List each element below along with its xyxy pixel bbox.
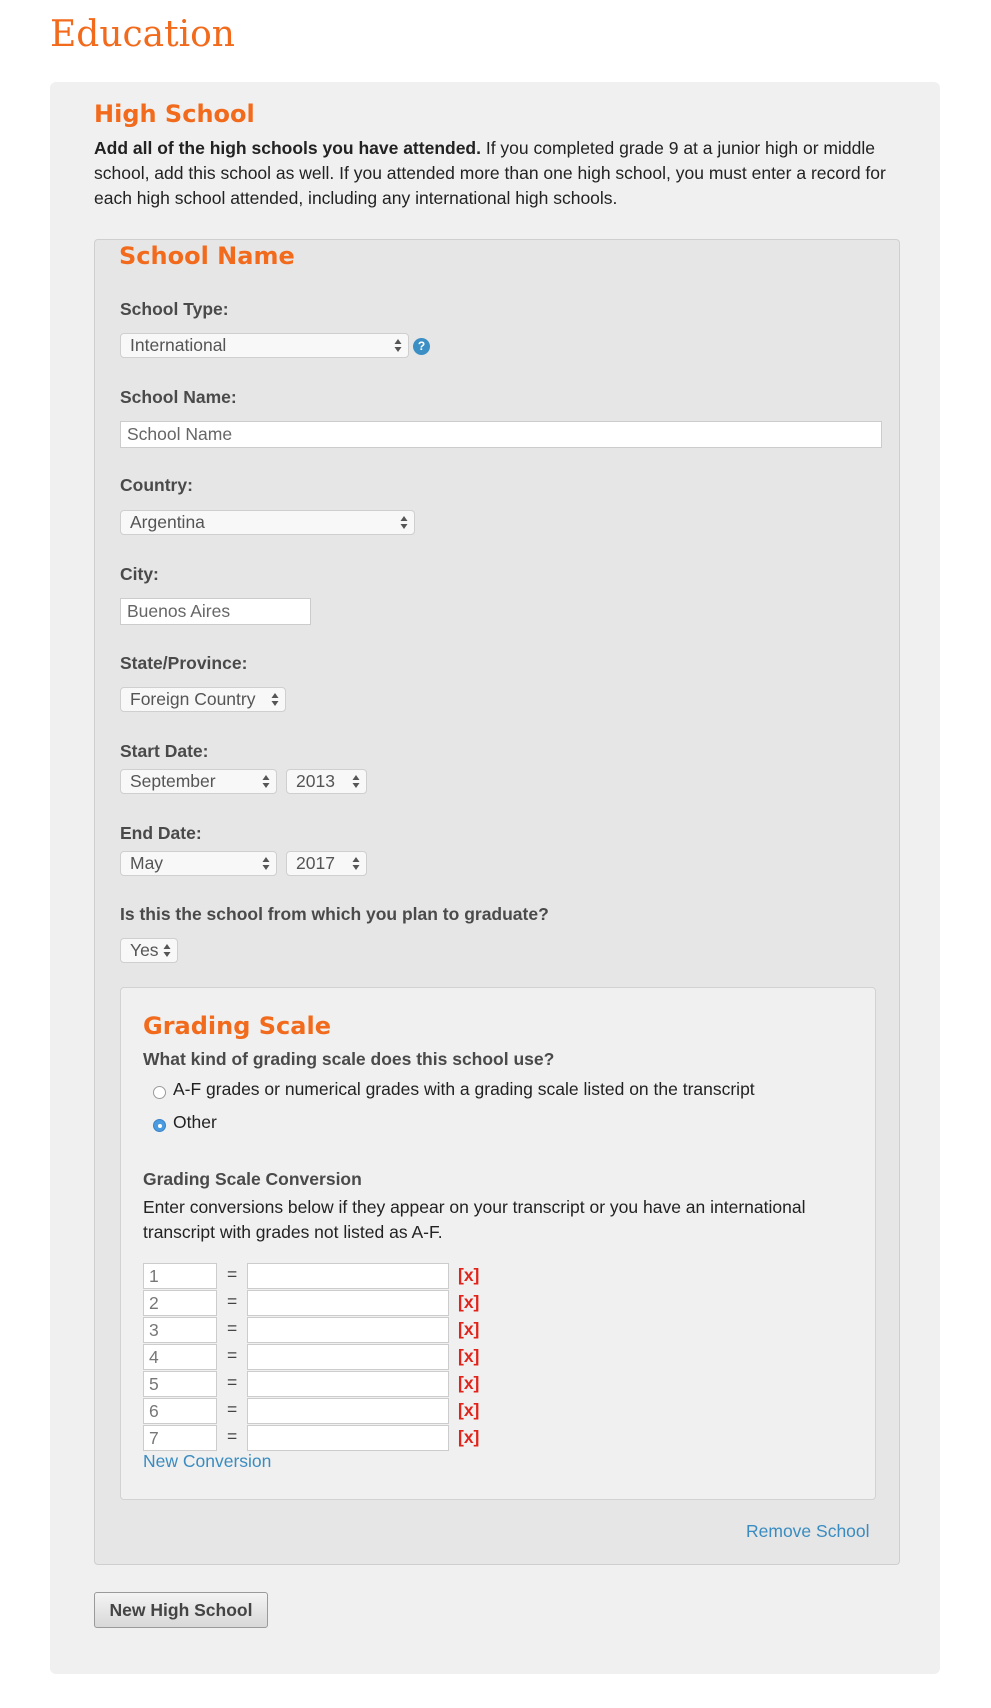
equals-sign: = — [227, 1372, 238, 1392]
conversion-key-input[interactable]: 4 — [143, 1344, 217, 1370]
conversion-value-input[interactable] — [247, 1425, 449, 1451]
new-high-school-button[interactable]: New High School — [94, 1592, 268, 1628]
conversion-key-input[interactable]: 6 — [143, 1398, 217, 1424]
equals-sign: = — [227, 1345, 238, 1365]
remove-school-link[interactable]: Remove School — [746, 1521, 870, 1541]
page-title: Education — [50, 14, 235, 55]
conversion-value-input[interactable] — [247, 1290, 449, 1316]
updown-arrows-icon — [261, 855, 271, 872]
section-intro — [94, 136, 894, 211]
city-input[interactable] — [120, 598, 311, 625]
conversion-description-line1: Enter conversions below if they appear on your transcript or you have an international — [143, 1197, 806, 1217]
conversion-key-input[interactable]: 3 — [143, 1317, 217, 1343]
school-name-input[interactable] — [120, 421, 882, 448]
school-heading: School Name — [119, 242, 295, 270]
country-label: Country: — [120, 475, 193, 495]
end-month-select[interactable] — [120, 851, 277, 876]
end-month-value: May — [130, 853, 164, 873]
updown-arrows-icon — [399, 514, 409, 531]
school-type-select[interactable] — [120, 333, 409, 358]
grading-question: What kind of grading scale does this school use? — [143, 1049, 555, 1069]
end-year-select[interactable] — [286, 851, 367, 876]
graduate-label: Is this the school from which you plan to graduate? — [120, 904, 549, 924]
graduate-value: Yes — [130, 940, 159, 960]
country-select[interactable] — [120, 510, 415, 535]
school-name-placeholder: School Name — [127, 424, 233, 444]
radio-other-label: Other — [173, 1112, 217, 1132]
section-title: High School — [94, 100, 255, 128]
updown-arrows-icon — [261, 773, 271, 790]
radio-af-grades-label: A-F grades or numerical grades with a grading scale listed on the transcript — [173, 1079, 755, 1099]
graduate-select[interactable] — [120, 938, 178, 963]
radio-other[interactable] — [153, 1119, 166, 1132]
equals-sign: = — [227, 1426, 238, 1446]
state-label: State/Province: — [120, 653, 248, 673]
remove-conversion-button[interactable]: [x] — [458, 1427, 480, 1447]
start-month-value: September — [130, 771, 216, 791]
end-year-value: 2017 — [296, 853, 335, 873]
conversion-value-input[interactable] — [247, 1263, 449, 1289]
conversion-key-input[interactable]: 7 — [143, 1425, 217, 1451]
radio-af-grades[interactable] — [153, 1086, 166, 1099]
new-conversion-link[interactable]: New Conversion — [143, 1451, 272, 1471]
city-label: City: — [120, 564, 159, 584]
remove-conversion-button[interactable]: [x] — [458, 1319, 480, 1339]
start-year-select[interactable] — [286, 769, 367, 794]
updown-arrows-icon — [351, 855, 361, 872]
conversion-heading: Grading Scale Conversion — [143, 1169, 362, 1189]
grading-heading: Grading Scale — [143, 1012, 331, 1040]
updown-arrows-icon — [393, 337, 403, 354]
state-select[interactable] — [120, 687, 286, 712]
city-value: Buenos Aires — [127, 601, 231, 621]
updown-arrows-icon — [270, 691, 280, 708]
start-date-label: Start Date: — [120, 741, 209, 761]
conversion-key-input[interactable]: 1 — [143, 1263, 217, 1289]
conversion-value-input[interactable] — [247, 1344, 449, 1370]
help-icon[interactable]: ? — [413, 338, 430, 355]
country-value: Argentina — [130, 512, 205, 532]
state-value: Foreign Country — [130, 689, 256, 709]
school-type-value: International — [130, 335, 227, 355]
equals-sign: = — [227, 1318, 238, 1338]
school-name-label: School Name: — [120, 387, 237, 407]
remove-conversion-button[interactable]: [x] — [458, 1346, 480, 1366]
start-month-select[interactable] — [120, 769, 277, 794]
intro-bold: Add all of the high schools you have attended. — [94, 138, 481, 158]
equals-sign: = — [227, 1399, 238, 1419]
conversion-key-input[interactable]: 2 — [143, 1290, 217, 1316]
remove-conversion-button[interactable]: [x] — [458, 1373, 480, 1393]
start-year-value: 2013 — [296, 771, 335, 791]
equals-sign: = — [227, 1291, 238, 1311]
updown-arrows-icon — [162, 942, 172, 959]
school-type-label: School Type: — [120, 299, 229, 319]
end-date-label: End Date: — [120, 823, 202, 843]
remove-conversion-button[interactable]: [x] — [458, 1265, 480, 1285]
updown-arrows-icon — [351, 773, 361, 790]
conversion-value-input[interactable] — [247, 1398, 449, 1424]
conversion-value-input[interactable] — [247, 1371, 449, 1397]
conversion-value-input[interactable] — [247, 1317, 449, 1343]
intro-text: If you completed grade 9 at a junior high or middle school, add this school as well. If you attended more than one high school, you must enter a record for each high school attended, including any international high schools. — [94, 138, 886, 208]
remove-conversion-button[interactable]: [x] — [458, 1400, 480, 1420]
remove-conversion-button[interactable]: [x] — [458, 1292, 480, 1312]
equals-sign: = — [227, 1264, 238, 1284]
conversion-description-line2: transcript with grades not listed as A-F. — [143, 1222, 443, 1242]
conversion-key-input[interactable]: 5 — [143, 1371, 217, 1397]
